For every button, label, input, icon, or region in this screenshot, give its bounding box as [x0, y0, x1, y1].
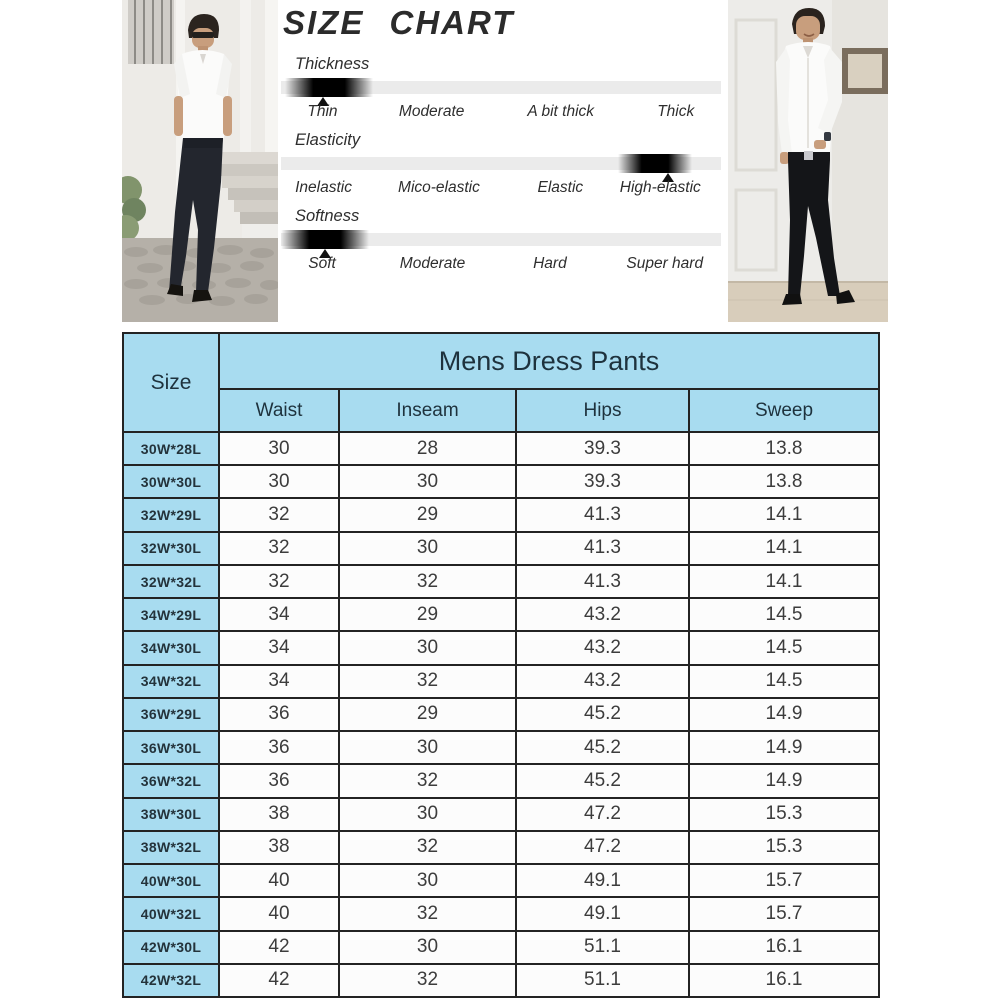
size-cell: 36W*32L — [123, 764, 219, 797]
value-cell: 14.5 — [689, 598, 879, 631]
scale-name: Softness — [295, 207, 360, 225]
size-cell: 42W*32L — [123, 964, 219, 997]
table-row — [123, 665, 879, 698]
value-cell: 43.2 — [516, 598, 689, 631]
scale-label: A bit thick — [527, 103, 595, 120]
value-cell: 36 — [219, 764, 339, 797]
scale-label: Thick — [657, 103, 695, 120]
table-row — [123, 831, 879, 864]
scale-label: Moderate — [398, 103, 465, 120]
scale-label: Super hard — [626, 255, 704, 272]
value-cell: 13.8 — [689, 465, 879, 498]
scale-label: Elastic — [537, 179, 584, 196]
value-cell: 14.9 — [689, 764, 879, 797]
scale-label: Mico-elastic — [398, 179, 480, 196]
size-cell: 36W*30L — [123, 731, 219, 764]
scale-label: Moderate — [399, 255, 466, 272]
value-cell: 32 — [219, 532, 339, 565]
value-cell: 38 — [219, 798, 339, 831]
column-header-waist: Waist — [219, 389, 339, 432]
value-cell: 34 — [219, 598, 339, 631]
table-row — [123, 897, 879, 930]
size-cell: 30W*28L — [123, 432, 219, 465]
value-cell: 36 — [219, 731, 339, 764]
table-title: Mens Dress Pants — [219, 333, 879, 389]
scale-label: High-elastic — [619, 179, 701, 196]
column-header-sweep: Sweep — [689, 389, 879, 432]
value-cell: 51.1 — [516, 964, 689, 997]
value-cell: 42 — [219, 964, 339, 997]
scale-elasticity — [281, 131, 721, 200]
value-cell: 40 — [219, 897, 339, 930]
size-cell: 34W*30L — [123, 631, 219, 664]
value-cell: 30 — [339, 864, 516, 897]
size-cell: 34W*32L — [123, 665, 219, 698]
table-row — [123, 731, 879, 764]
scale-name: Elasticity — [295, 131, 361, 149]
value-cell: 36 — [219, 698, 339, 731]
table-row — [123, 465, 879, 498]
table-subheader-row — [123, 389, 879, 432]
right-model-photo — [728, 0, 888, 322]
scale-label: Soft — [308, 255, 336, 272]
table-title-row — [123, 333, 879, 389]
value-cell: 47.2 — [516, 798, 689, 831]
value-cell: 39.3 — [516, 465, 689, 498]
scale-level-indicator — [281, 230, 369, 249]
value-cell: 32 — [339, 897, 516, 930]
size-cell: 42W*30L — [123, 931, 219, 964]
value-cell: 28 — [339, 432, 516, 465]
value-cell: 14.1 — [689, 532, 879, 565]
size-cell: 32W*30L — [123, 532, 219, 565]
size-column-header: Size — [123, 333, 219, 432]
value-cell: 32 — [219, 498, 339, 531]
value-cell: 30 — [339, 798, 516, 831]
size-cell: 34W*29L — [123, 598, 219, 631]
table-row — [123, 598, 879, 631]
scale-softness — [281, 207, 721, 276]
scale-label: Thin — [307, 103, 338, 120]
table-row — [123, 798, 879, 831]
value-cell: 14.1 — [689, 498, 879, 531]
value-cell: 16.1 — [689, 964, 879, 997]
size-cell: 32W*29L — [123, 498, 219, 531]
value-cell: 32 — [219, 565, 339, 598]
value-cell: 47.2 — [516, 831, 689, 864]
value-cell: 49.1 — [516, 864, 689, 897]
value-cell: 32 — [339, 764, 516, 797]
value-cell: 14.5 — [689, 631, 879, 664]
value-cell: 14.9 — [689, 698, 879, 731]
value-cell: 43.2 — [516, 665, 689, 698]
page-title: SIZE CHART — [283, 4, 515, 41]
size-cell: 38W*32L — [123, 831, 219, 864]
table-row — [123, 432, 879, 465]
scale-level-indicator — [618, 154, 693, 173]
size-table-body — [123, 432, 879, 997]
value-cell: 29 — [339, 498, 516, 531]
value-cell: 34 — [219, 631, 339, 664]
value-cell: 34 — [219, 665, 339, 698]
table-row — [123, 631, 879, 664]
size-cell: 38W*30L — [123, 798, 219, 831]
size-table — [122, 332, 880, 998]
size-chart-panel — [281, 4, 721, 281]
value-cell: 30 — [339, 465, 516, 498]
table-row — [123, 698, 879, 731]
value-cell: 41.3 — [516, 565, 689, 598]
value-cell: 40 — [219, 864, 339, 897]
value-cell: 42 — [219, 931, 339, 964]
left-model-photo — [122, 0, 278, 322]
column-header-inseam: Inseam — [339, 389, 516, 432]
value-cell: 16.1 — [689, 931, 879, 964]
value-cell: 29 — [339, 598, 516, 631]
scale-labels — [281, 255, 721, 276]
value-cell: 45.2 — [516, 731, 689, 764]
table-row — [123, 532, 879, 565]
value-cell: 30 — [339, 731, 516, 764]
value-cell: 15.7 — [689, 897, 879, 930]
table-row — [123, 964, 879, 997]
size-cell: 36W*29L — [123, 698, 219, 731]
scale-level-indicator — [285, 78, 373, 97]
value-cell: 39.3 — [516, 432, 689, 465]
column-header-hips: Hips — [516, 389, 689, 432]
value-cell: 14.1 — [689, 565, 879, 598]
value-cell: 32 — [339, 565, 516, 598]
size-cell: 40W*32L — [123, 897, 219, 930]
right-model-illustration — [728, 0, 888, 322]
size-cell: 40W*30L — [123, 864, 219, 897]
table-row — [123, 931, 879, 964]
size-cell: 30W*30L — [123, 465, 219, 498]
value-cell: 13.8 — [689, 432, 879, 465]
scale-thickness — [281, 55, 721, 124]
scale-bar — [281, 81, 721, 94]
value-cell: 32 — [339, 665, 516, 698]
scale-labels — [281, 179, 721, 200]
value-cell: 14.5 — [689, 665, 879, 698]
value-cell: 49.1 — [516, 897, 689, 930]
value-cell: 45.2 — [516, 698, 689, 731]
value-cell: 41.3 — [516, 532, 689, 565]
table-row — [123, 864, 879, 897]
value-cell: 29 — [339, 698, 516, 731]
value-cell: 14.9 — [689, 731, 879, 764]
value-cell: 30 — [339, 532, 516, 565]
scale-label: Inelastic — [295, 179, 352, 196]
value-cell: 38 — [219, 831, 339, 864]
table-row — [123, 498, 879, 531]
value-cell: 51.1 — [516, 931, 689, 964]
value-cell: 32 — [339, 831, 516, 864]
value-cell: 45.2 — [516, 764, 689, 797]
scale-name: Thickness — [295, 55, 370, 73]
value-cell: 43.2 — [516, 631, 689, 664]
value-cell: 30 — [339, 931, 516, 964]
table-row — [123, 565, 879, 598]
table-row — [123, 764, 879, 797]
value-cell: 15.7 — [689, 864, 879, 897]
scale-bar — [281, 233, 721, 246]
value-cell: 15.3 — [689, 798, 879, 831]
value-cell: 32 — [339, 964, 516, 997]
value-cell: 15.3 — [689, 831, 879, 864]
scale-bar — [281, 157, 721, 170]
value-cell: 30 — [339, 631, 516, 664]
value-cell: 30 — [219, 465, 339, 498]
value-cell: 41.3 — [516, 498, 689, 531]
size-cell: 32W*32L — [123, 565, 219, 598]
scale-label: Hard — [533, 255, 567, 272]
scale-labels — [281, 103, 721, 124]
value-cell: 30 — [219, 432, 339, 465]
left-model-illustration — [122, 0, 278, 322]
